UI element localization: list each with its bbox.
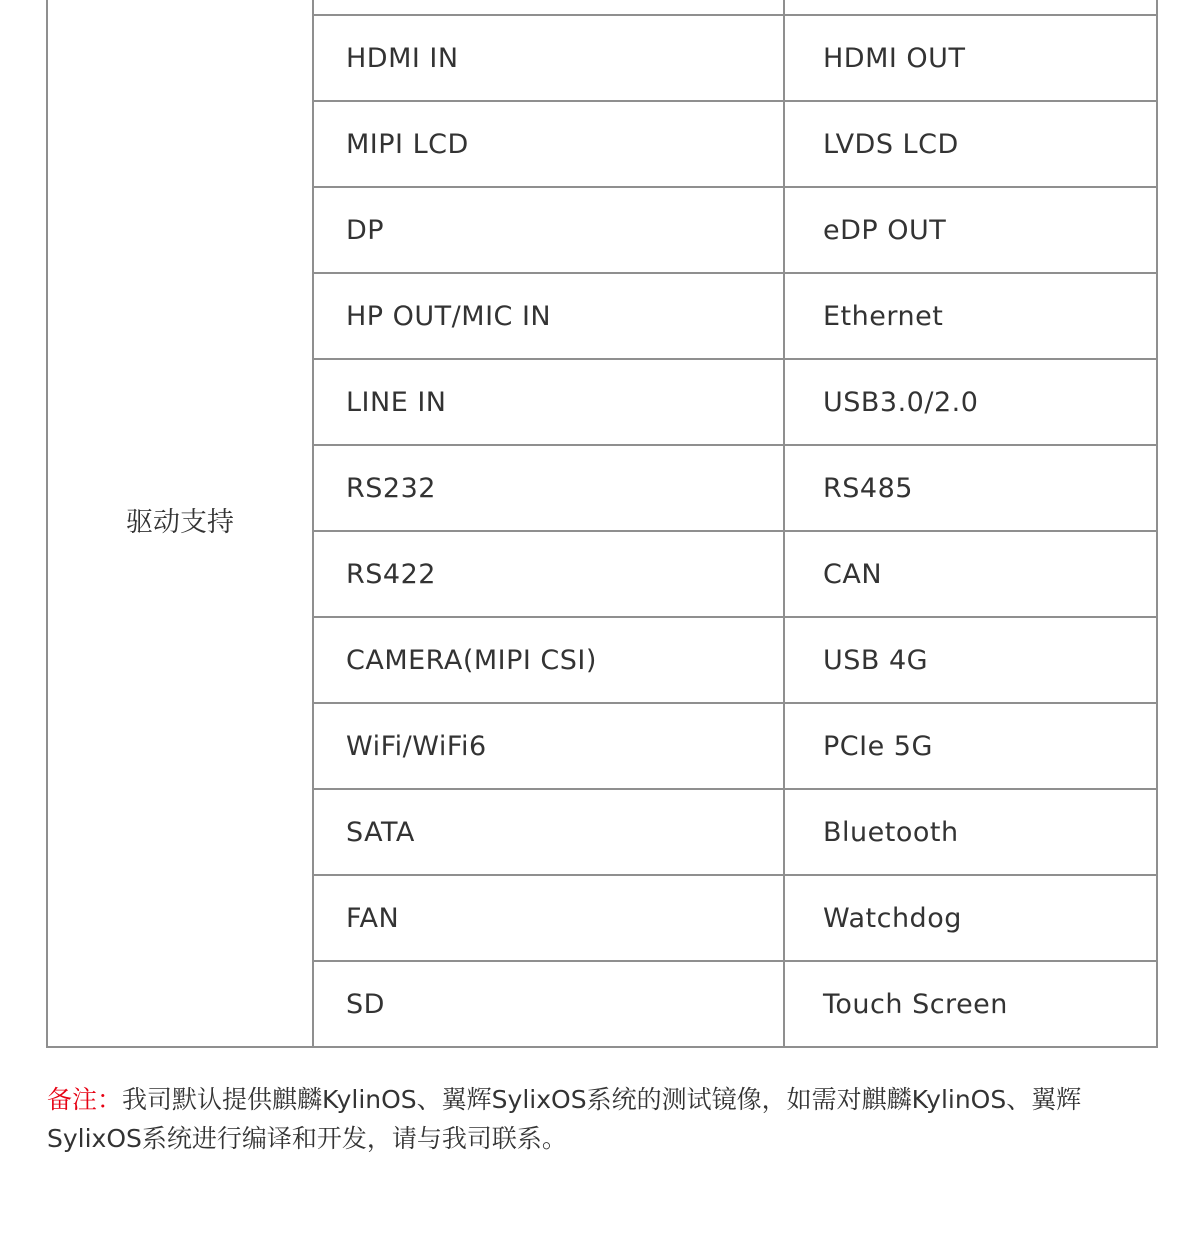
feature-right-text: PCIe 5G: [823, 730, 933, 762]
feature-cell-left: [313, 617, 784, 703]
feature-right-text: Watchdog: [823, 902, 962, 934]
feature-cell-right: [784, 187, 1157, 273]
feature-left-text: SATA: [346, 816, 415, 848]
feature-left-text: HP OUT/MIC IN: [346, 300, 552, 332]
feature-cell-right: [784, 15, 1157, 101]
feature-cell-left: [313, 359, 784, 445]
feature-right-text: CAN: [823, 558, 883, 590]
feature-left-text: SD: [346, 988, 385, 1020]
table-top-row: [47, 0, 1157, 15]
feature-cell-right: [784, 531, 1157, 617]
feature-cell-left: [313, 445, 784, 531]
feature-cell-right: [784, 789, 1157, 875]
table-top-cell-left: [313, 0, 784, 15]
feature-left-text: FAN: [346, 902, 400, 934]
feature-cell-left: [313, 703, 784, 789]
feature-cell-left: [313, 531, 784, 617]
feature-cell-left: [313, 15, 784, 101]
feature-right-text: Bluetooth: [823, 816, 959, 848]
feature-left-text: DP: [346, 214, 385, 246]
footnote-label: 备注：: [47, 1085, 123, 1114]
category-label: 驱动支持: [126, 506, 234, 538]
feature-cell-right: [784, 703, 1157, 789]
feature-cell-right: [784, 617, 1157, 703]
feature-left-text: RS232: [346, 472, 436, 504]
feature-cell-right: [784, 359, 1157, 445]
footnote-text: 我司默认提供麒麟KylinOS、翼辉SylixOS系统的测试镜像，如需对麒麟KylinOS、翼辉SylixOS系统进行编译和开发，请与我司联系。: [47, 1085, 1082, 1153]
feature-left-text: MIPI LCD: [346, 128, 469, 160]
driver-support-table: [46, 0, 1158, 1048]
feature-cell-right: [784, 875, 1157, 961]
feature-cell-left: [313, 961, 784, 1047]
feature-right-text: LVDS LCD: [823, 128, 959, 160]
feature-cell-left: [313, 101, 784, 187]
feature-cell-left: [313, 273, 784, 359]
feature-right-text: USB3.0/2.0: [823, 386, 979, 418]
feature-right-text: RS485: [823, 472, 913, 504]
feature-right-text: eDP OUT: [823, 214, 947, 246]
feature-cell-right: [784, 273, 1157, 359]
feature-cell-left: [313, 789, 784, 875]
feature-right-text: Touch Screen: [823, 988, 1008, 1020]
feature-left-text: LINE IN: [346, 386, 447, 418]
feature-left-text: WiFi/WiFi6: [346, 730, 487, 762]
feature-cell-right: [784, 961, 1157, 1047]
feature-cell-right: [784, 101, 1157, 187]
feature-left-text: HDMI IN: [346, 42, 459, 74]
feature-left-text: CAMERA(MIPI CSI): [346, 644, 597, 676]
feature-right-text: Ethernet: [823, 300, 944, 332]
feature-cell-left: [313, 875, 784, 961]
feature-right-text: USB 4G: [823, 644, 929, 676]
feature-right-text: HDMI OUT: [823, 42, 966, 74]
feature-cell-right: [784, 445, 1157, 531]
feature-cell-left: [313, 187, 784, 273]
table-top-cell-right: [784, 0, 1157, 15]
category-cell: [47, 0, 313, 1047]
feature-left-text: RS422: [346, 558, 436, 590]
footnote: [47, 1080, 1157, 1158]
